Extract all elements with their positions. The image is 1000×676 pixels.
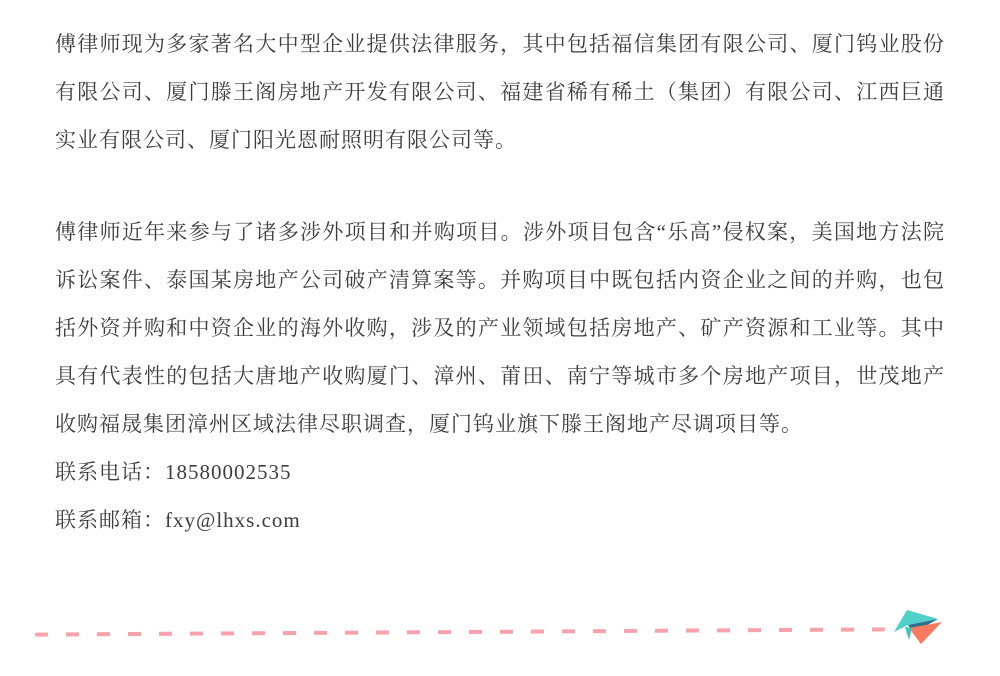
paper-plane-icon	[892, 608, 944, 646]
paper-plane-tail	[905, 627, 912, 640]
contact-phone: 联系电话：18580002535	[55, 460, 292, 484]
bio-paragraph-clients: 傅律师现为多家著名大中型企业提供法律服务，其中包括福信集团有限公司、厦门钨业股份有限公司、厦门滕王阁房地产开发有限公司、福建省稀有稀土（集团）有限公司、江西巨通实业有限公司、厦门阳光恩耐照明有限公司等。	[55, 32, 945, 152]
bio-paragraph-projects: 傅律师近年来参与了诸多涉外项目和并购项目。涉外项目包含“乐高”侵权案，美国地方法院诉讼案件、泰国某房地产公司破产清算案等。并购项目中既包括内资企业之间的并购，也包括外资并购和中资企业的海外收购，涉及的产业领域包括房地产、矿产资源和工业等。其中具有代表性的包括大唐地产收购厦门、漳州、莆田、南宁等城市多个房地产项目，世茂地产收购福晟集团漳州区域法律尽职调查，厦门钨业旗下滕王阁地产尽调项目等。	[55, 220, 945, 436]
contact-email: 联系邮箱：fxy@lhxs.com	[55, 508, 301, 532]
document-body	[55, 20, 945, 544]
dashed-divider	[35, 627, 885, 636]
